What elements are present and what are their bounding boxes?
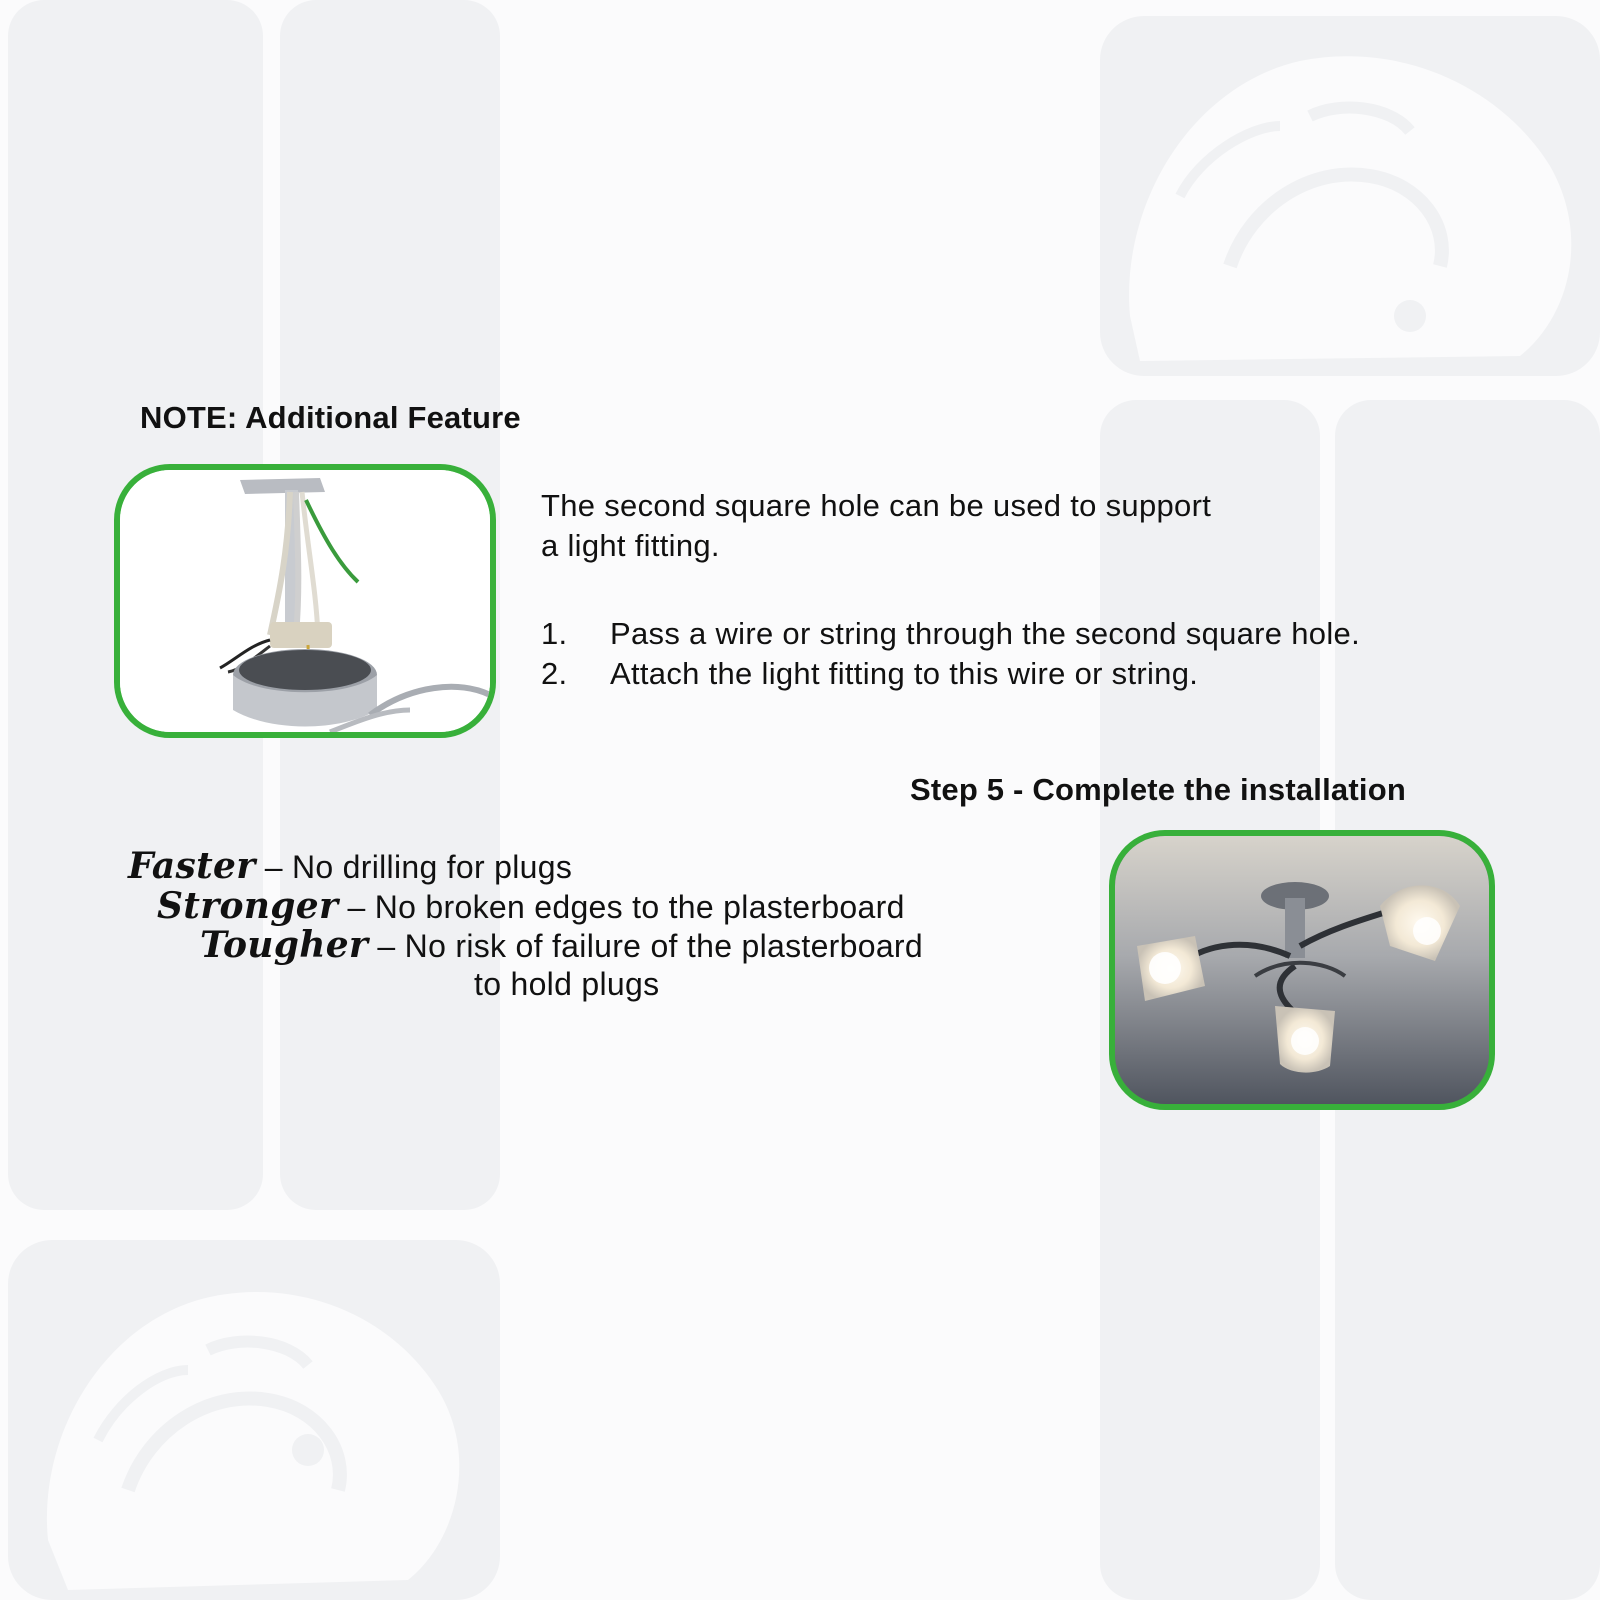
step-number: 1. xyxy=(541,616,568,651)
ceiling-light-illustration xyxy=(1115,836,1489,1104)
note-description-line1: The second square hole can be used to support xyxy=(541,488,1212,523)
step-text: Pass a wire or string through the second square hole. xyxy=(610,616,1360,651)
note-steps-list xyxy=(541,614,1360,694)
step-number: 2. xyxy=(541,656,568,691)
note-title: NOTE: Additional Feature xyxy=(140,400,521,435)
ceiling-light-photo xyxy=(1109,830,1495,1110)
list-item xyxy=(541,654,1360,694)
benefit-text: – No risk of failure of the plasterboard xyxy=(377,928,923,964)
note-description-line2: a light fitting. xyxy=(541,528,720,563)
wire-bracket-photo xyxy=(114,464,496,738)
step-text: Attach the light fitting to this wire or string. xyxy=(610,656,1199,691)
benefit-text: – No broken edges to the plasterboard xyxy=(347,889,905,925)
benefit-row xyxy=(128,846,572,887)
step5-title: Step 5 - Complete the installation xyxy=(910,772,1406,807)
benefit-row xyxy=(157,886,905,927)
note-description xyxy=(541,486,1361,566)
benefit-row xyxy=(200,925,923,966)
benefit-word: Faster xyxy=(128,845,256,887)
wire-bracket-illustration xyxy=(120,470,490,732)
benefit-word: Tougher xyxy=(200,924,369,966)
benefit-text: – No drilling for plugs xyxy=(264,849,573,885)
benefit-continuation: to hold plugs xyxy=(474,966,660,1002)
list-item xyxy=(541,614,1360,654)
benefit-word: Stronger xyxy=(157,885,339,927)
